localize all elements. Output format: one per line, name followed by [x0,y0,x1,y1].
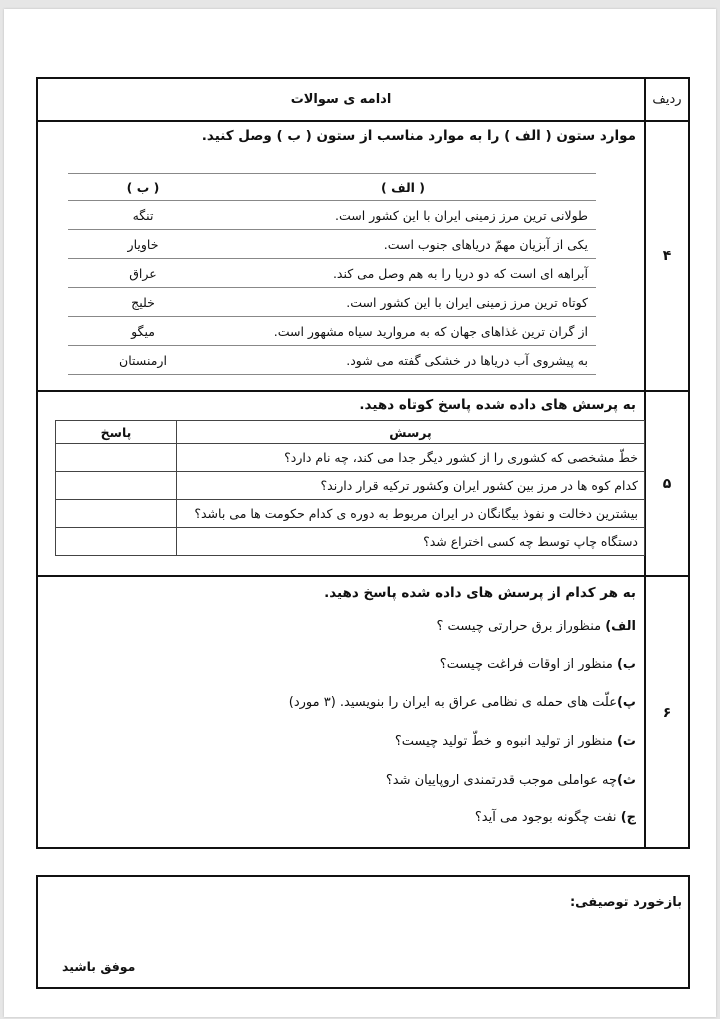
item-a: از گران ترین غذاهای جهان که به مروارید سیاه مشهور است. [218,317,596,346]
answer-column-header: پاسخ [56,421,177,444]
question-number: ۴ [644,122,688,390]
sub-question [436,619,636,634]
section-title: ادامه ی سوالات [290,92,392,107]
question-text: بیشترین دخالت و نفوذ بیگانگان در ایران مربوط به دوره ی کدام حکومت ها می باشد؟ [177,500,645,528]
question-text: کدام کوه ها در مرز بین کشور ایران وکشور ترکیه قرار دارند؟ [177,472,645,500]
answer-cell[interactable] [56,444,177,472]
short-answer-table [55,420,645,556]
sub-question [386,773,636,788]
sub-question-text: چه عواملی موجب قدرتمندی اروپاییان شد؟ [385,773,617,788]
matching-row [68,346,596,375]
sub-question-label: پ) [616,695,636,710]
sub-question [440,657,636,672]
question-4-row [38,122,688,392]
short-answer-row [56,444,645,472]
question-instruction: به هر کدام از پرسش های داده شده پاسخ دهید. [324,585,636,601]
matching-row [68,259,596,288]
question-number: ۶ [644,577,688,849]
sub-question-label: ج) [620,810,636,825]
matching-row [68,201,596,230]
row-number-header: ردیف [644,79,688,120]
questions-table [36,77,690,849]
matching-row [68,288,596,317]
matching-row [68,317,596,346]
sub-question [475,810,636,825]
answer-cell[interactable] [56,500,177,528]
sub-question [289,695,636,710]
sub-question-text: منظوراز برق حرارتی چیست ؟ [436,619,606,634]
exam-page [4,9,716,1017]
question-text: خطّ مشخصی که کشوری را از کشور دیگر جدا می کند، چه نام دارد؟ [177,444,645,472]
sub-question-text: نفت چگونه بوجود می آید؟ [474,810,621,825]
sub-question-text: منظور از تولید انبوه و خطّ تولید چیست؟ [394,734,617,749]
item-b: ارمنستان [68,346,218,375]
sub-question-text: علّت های حمله ی نظامی عراق به ایران را بنویسید. (۳ مورد) [288,695,617,710]
answer-cell[interactable] [56,472,177,500]
column-a-header: ( الف ) [218,174,596,201]
item-b: خاویار [68,230,218,259]
question-text: دستگاه چاپ توسط چه کسی اختراع شد؟ [177,528,645,556]
matching-table [68,173,596,375]
item-a: یکی از آبزیان مهمّ دریاهای جنوب است. [218,230,596,259]
sub-question-label: ب) [616,657,636,672]
item-a: آبراهه ای است که دو دریا را به هم وصل می کند. [218,259,596,288]
sub-question-label: ت) [616,734,636,749]
item-a: به پیشروی آب دریاها در خشکی گفته می شود. [218,346,596,375]
matching-header-row [68,174,596,201]
item-a: طولانی ترین مرز زمینی ایران با این کشور است. [218,201,596,230]
short-answer-row [56,472,645,500]
short-answer-row [56,528,645,556]
feedback-label: بازخورد توصیفی: [569,895,682,910]
header-row [38,79,688,122]
sub-question-text: منظور از اوقات فراغت چیست؟ [439,657,617,672]
question-instruction: به پرسش های داده شده پاسخ کوتاه دهید. [359,397,636,413]
short-answer-row [56,500,645,528]
sub-question [395,734,636,749]
feedback-box [36,875,690,989]
closing-text: موفق باشید [62,959,136,974]
question-5-row [38,392,688,577]
question-instruction: موارد ستون ( الف ) را به موارد مناسب از ستون ( ب ) وصل کنید. [201,128,636,144]
short-answer-header-row [56,421,645,444]
matching-row [68,230,596,259]
question-column-header: پرسش [177,421,645,444]
question-number: ۵ [644,392,688,575]
item-b: تنگه [68,201,218,230]
column-b-header: ( ب ) [68,174,218,201]
sub-question-label: ث) [616,773,636,788]
question-6-row [38,577,688,849]
item-b: خلیج [68,288,218,317]
sub-question-label: الف) [605,619,636,634]
item-b: عراق [68,259,218,288]
item-a: کوتاه ترین مرز زمینی ایران با این کشور است. [218,288,596,317]
item-b: میگو [68,317,218,346]
answer-cell[interactable] [56,528,177,556]
